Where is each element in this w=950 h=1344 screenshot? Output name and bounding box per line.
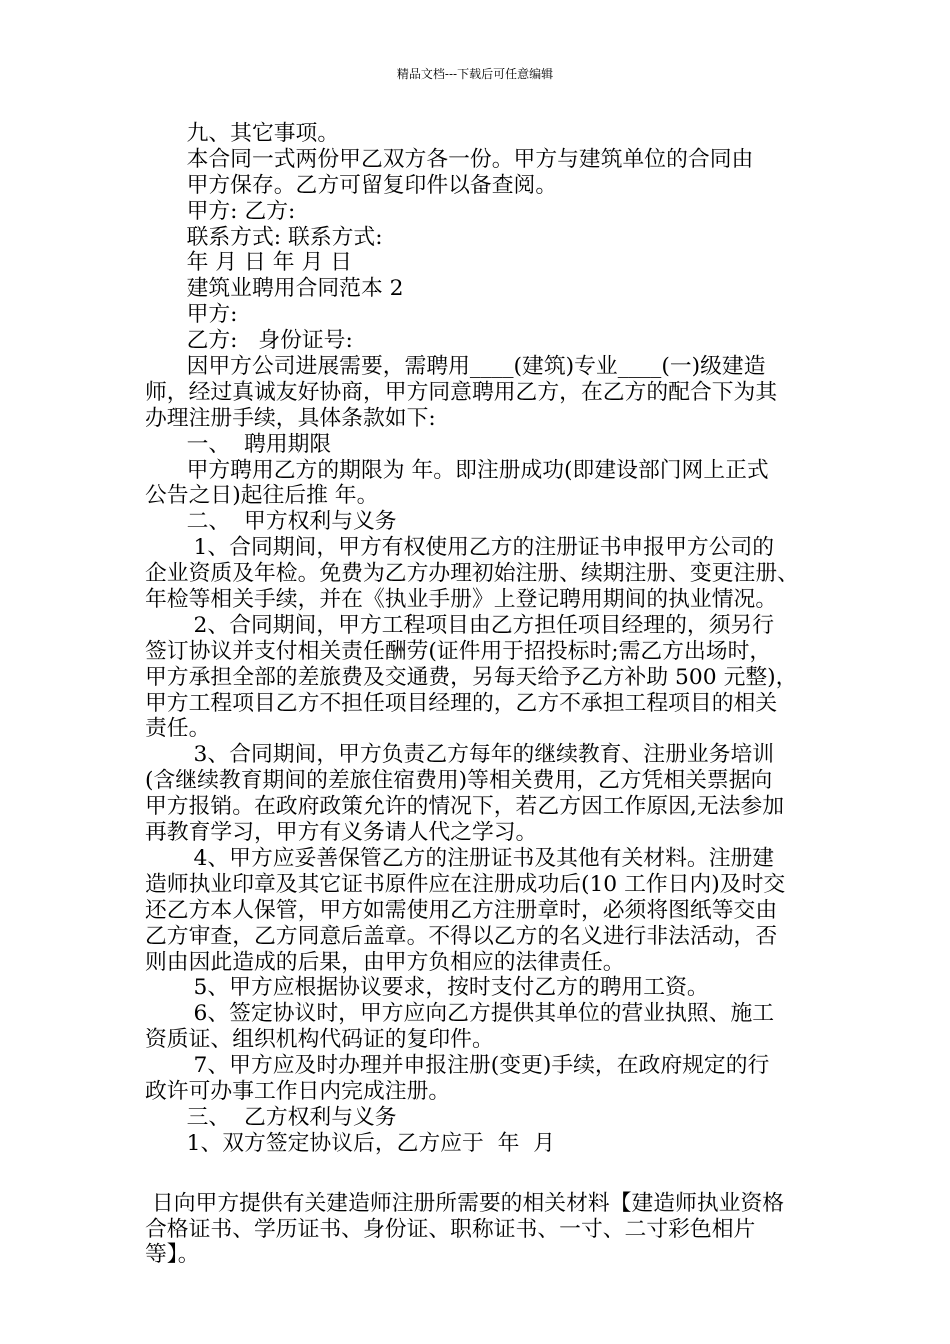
text-line: 办理注册手续，具体条款如下: [145,405,436,431]
text-line: 再教育学习，甲方有义务请人代之学习。 [145,820,538,846]
text-line: 资质证、组织机构代码证的复印件。 [145,1027,494,1053]
text-line: 6、签定协议时，甲方应向乙方提供其单位的营业执照、施工 [145,1001,775,1027]
text-line: (含继续教育期间的差旅住宿费用)等相关费用，乙方凭相关票据向 [145,768,773,794]
text-line: 日向甲方提供有关建造师注册所需要的相关材料【建造师执业资格 [145,1190,785,1216]
text-line: 2、合同期间，甲方工程项目由乙方担任项目经理的，须另行 [145,612,775,638]
text-line: 师，经过真诚友好协商，甲方同意聘用乙方，在乙方的配合下为其 [145,379,778,405]
text-line: 三、 乙方权利与义务 [145,1104,397,1130]
text-line: 甲方报销。在政府政策允许的情况下，若乙方因工作原因,无法参加 [145,794,785,820]
text-line: 二、 甲方权利与义务 [145,509,397,535]
text-line: 3、合同期间，甲方负责乙方每年的继续教育、注册业务培训 [145,742,775,768]
text-line: 公告之日)起往后推 年。 [145,483,379,509]
text-line: 甲方: 乙方: [145,198,296,224]
text-line: 年检等相关手续，并在《执业手册》上登记聘用期间的执业情况。 [145,587,778,613]
text-line: 一、 聘用期限 [145,431,332,457]
text-line: 造师执业印章及其它证书原件应在注册成功后(10 工作日内)及时交 [145,871,786,897]
text-line: 合格证书、学历证书、身份证、职称证书、一寸、二寸彩色相片 [145,1216,756,1242]
text-line: 联系方式: 联系方式: [145,224,383,250]
text-line: 九、其它事项。 [145,121,340,146]
text-line: 等】。 [145,1242,200,1268]
text-line: 还乙方本人保管，甲方如需使用乙方注册章时，必须将图纸等交由 [145,897,778,923]
text-line: 责任。 [145,716,211,742]
text-line: 甲方承担全部的差旅费及交通费，另每天给予乙方补助 500 元整)， [145,664,798,690]
document-body [145,121,825,1268]
text-line: 1、合同期间，甲方有权使用乙方的注册证书申报甲方公司的 [145,535,775,561]
text-line: 因甲方公司进展需要，需聘用____(建筑)专业____(一)级建造 [145,354,766,380]
text-line: 乙方: 身份证号: [145,328,353,354]
text-line: 则由因此造成的后果，由甲方负相应的法律责任。 [145,949,625,975]
text-line: 甲方: [145,302,238,328]
section-title: 建筑业聘用合同范本 2 [145,276,404,302]
text-line: 签订协议并支付相关责任酬劳(证件用于招投标时;需乙方出场时， [145,638,772,664]
text-line: 4、甲方应妥善保管乙方的注册证书及其他有关材料。注册建 [145,845,775,871]
text-line: 甲方工程项目乙方不担任项目经理的，乙方不承担工程项目的相关 [145,690,778,716]
text-line: 企业资质及年检。免费为乙方办理初始注册、续期注册、变更注册、 [145,561,799,587]
paragraph-gap [145,1157,825,1191]
text-line: 乙方审查，乙方同意后盖章。不得以乙方的名义进行非法活动，否 [145,923,778,949]
page-header: 精品文档---下载后可任意编辑 [396,67,554,81]
text-line: 甲方聘用乙方的期限为 年。即注册成功(即建设部门网上正式 [145,457,769,483]
text-line: 年 月 日 年 月 日 [145,250,352,276]
text-line: 甲方保存。乙方可留复印件以备查阅。 [145,172,558,198]
text-line: 本合同一式两份甲乙双方各一份。甲方与建筑单位的合同由 [145,146,754,172]
text-line: 1、双方签定协议后，乙方应于 年 月 [145,1130,556,1156]
text-line: 7、甲方应及时办理并申报注册(变更)手续，在政府规定的行 [145,1053,770,1079]
text-line: 5、甲方应根据协议要求，按时支付乙方的聘用工资。 [145,975,709,1001]
text-line: 政许可办事工作日内完成注册。 [145,1078,451,1104]
